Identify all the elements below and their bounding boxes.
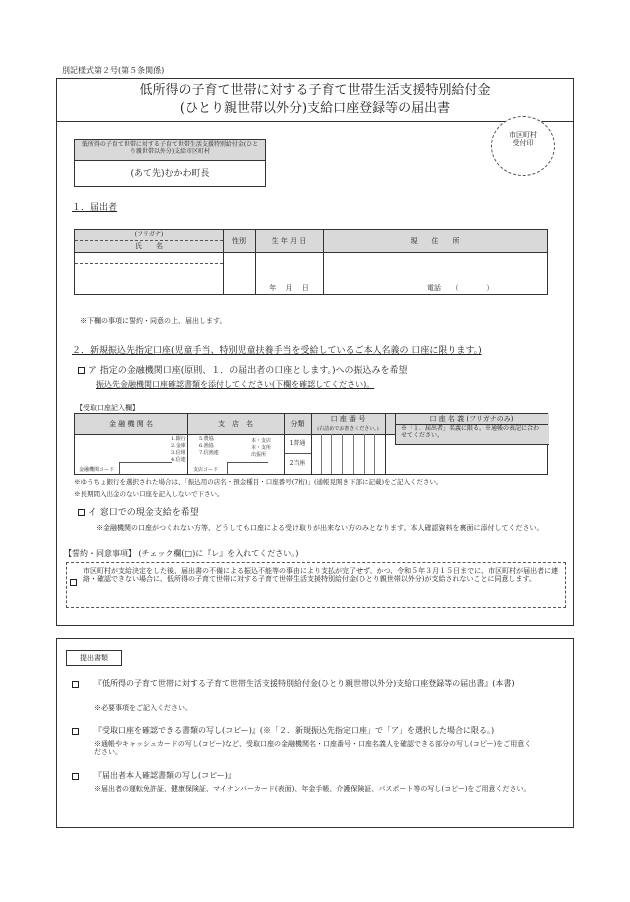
bank-type: 5.農協 — [199, 436, 214, 442]
account-number-note: (右詰めでお書きください。) — [317, 426, 379, 432]
document-title: 『受取口座を確認できる書類の写し(コピー)』(※「２．新規振込先指定口座」で「ア」を選択した場合に限る。) — [94, 726, 495, 735]
bank-code-boxes[interactable] — [119, 462, 172, 475]
municipality-header: 低所得の子育て世帯に対する子育て世帯生活支援特別給付金(ひとり親世帯以外分)支給市区町村 — [75, 140, 265, 161]
branch-name-header: 支 店 名 — [218, 420, 253, 428]
bank-type: 2.金庫 — [171, 443, 186, 449]
applicant-table — [74, 229, 548, 295]
municipality-box — [74, 139, 266, 187]
title-line-2: (ひとり親世帯以外分)支給口座登録等の届出書 — [179, 101, 451, 116]
branch-type-list — [251, 438, 285, 459]
document-checkbox[interactable] — [72, 681, 79, 688]
category-header: 分類 — [290, 420, 305, 428]
option-a[interactable] — [78, 366, 408, 377]
consent-subheading: (チェック欄(□)に『レ』を入れてください。) — [138, 549, 299, 558]
consent-checkbox[interactable] — [70, 579, 77, 586]
account-number-boxes[interactable] — [311, 434, 385, 474]
long-term-note: ※長期間入出金のない口座を記入しないで下さい。 — [74, 490, 224, 498]
form-number: 別記様式第２号(第５条関係) — [62, 66, 165, 75]
title-line-1: 低所得の子育て世帯に対する子育て世帯生活支援特別給付金 — [139, 83, 491, 98]
consent-text: 市区町村が支給決定をした後、届出書の不備による振込不能等の事由により支払が完了せず、かつ、令和５年３月１５日までに、市区町村が届出者に連絡・確認できない場合に、低所得の子育て世帯に対する子育て世帯生活支援特別給付金(ひとり親世帯以外分)が支給されないことに同意します。 — [83, 567, 559, 584]
furigana-label: (フリガナ) — [134, 231, 164, 238]
document-checkbox[interactable] — [72, 773, 79, 780]
category-ordinary[interactable]: 1普通 — [289, 440, 306, 447]
consent-box — [66, 562, 566, 608]
bank-code-label: 金融機関コード — [79, 467, 115, 473]
bank-type: 6.漁協 — [199, 443, 214, 449]
document-checkbox[interactable] — [72, 728, 79, 735]
bank-type: 3.信組 — [171, 450, 186, 456]
consent-heading-row — [64, 549, 298, 559]
bank-type: 4.信連 — [171, 457, 186, 463]
reception-stamp — [491, 116, 555, 176]
branch-type: 出張所 — [251, 452, 267, 458]
stamp-line-1: 市区町村 — [509, 131, 537, 139]
addressee: (あて先)むかわ町長 — [130, 169, 210, 179]
document-note: ※通帳やキャッシュカードの写し(コピー)など、受取口座の金融機関名・口座番号・口座名義人を確認できる部分の写し(コピー)をご用意ください。 — [94, 740, 532, 757]
form-title — [56, 82, 574, 118]
name-label: 氏 名 — [135, 242, 163, 250]
phone-label: 電話 （ ） — [427, 284, 494, 292]
branch-code-label: 支店コード — [193, 467, 219, 473]
document-title: 『届出者本人確認書類の写し(コピー)』 — [94, 771, 236, 780]
branch-code-boxes[interactable] — [227, 462, 268, 475]
pledge-note: ※下欄の事項に誓約・同意の上、届出します。 — [80, 317, 227, 325]
holder-note: ※「１．届出者」名義に限る。※通帳の表記に合わせてください。 — [401, 425, 540, 439]
option-i-label: イ 窓口での現金支給を希望 — [87, 508, 199, 518]
bank-type-list-2 — [199, 436, 229, 457]
stamp-line-2: 受付印 — [512, 139, 534, 148]
bank-table-label: 【受取口座記入欄】 — [76, 404, 139, 412]
account-number-header: 口 座 番 号 — [330, 415, 366, 423]
option-i-checkbox[interactable] — [78, 509, 85, 516]
documents-heading: 提出書類 — [66, 650, 122, 666]
document-note: ※届出者の運転免許証、健康保険証、マイナンバーカード(表面)、年金手帳、介護保険証、パスポート等の写し(コピー)をご用意ください。 — [94, 785, 531, 793]
birthdate-label: 生 年 月 日 — [271, 237, 307, 245]
holder-header: 口 座 名 義 (フリガナのみ) — [429, 415, 514, 423]
document-note: ※必要事項をご記入ください。 — [94, 704, 192, 712]
section1-heading: １．届出者 — [72, 203, 118, 213]
document-title: 『低所得の子育て世帯に対する子育て世帯生活支援特別給付金(ひとり親世帯以外分)支給口座登録等の届出書』(本書) — [94, 679, 515, 688]
option-i[interactable] — [78, 508, 199, 519]
branch-type: 本・支所 — [251, 445, 272, 451]
birthdate-units: 年 月 日 — [269, 284, 309, 292]
bank-type: 1.銀行 — [171, 436, 186, 442]
section2-heading: ２．新規振込先指定口座(児童手当、特別児童扶養手当を受給しているご本人名義の 口座に限ります。) — [72, 346, 482, 356]
yucho-note: ※ゆうちょ銀行を選択された場合は、「振込用の店名・預金種目・口座番号(7桁)」(通帳見開き下部に記載)をご記入ください。 — [74, 478, 443, 486]
option-a-note: 振込先金融機関口座確認書類を添付してください(下欄を確認してください)。 — [96, 380, 375, 389]
sex-label: 性別 — [232, 237, 246, 245]
category-current[interactable]: 2当座 — [289, 460, 306, 467]
bank-type: 7.信漁連 — [199, 450, 219, 456]
option-i-note: ※金融機関の口座がつくれない方等、どうしても口座による受け取りが出来ない方のみとなります。本人確認資料を裏面に添付してください。 — [96, 524, 544, 532]
option-a-label: ア 指定の金融機関口座(原則、１．の届出者の口座とします。)への振込みを希望 — [87, 366, 408, 376]
title-divider — [57, 121, 573, 122]
branch-type: 本・支店 — [251, 438, 272, 444]
option-a-checkbox[interactable] — [78, 367, 85, 374]
address-label: 現 住 所 — [410, 237, 460, 245]
bank-name-header: 金 融 機 関 名 — [109, 420, 153, 428]
bank-account-table — [74, 413, 548, 475]
consent-heading: 【誓約・同意事項】 — [64, 549, 136, 558]
